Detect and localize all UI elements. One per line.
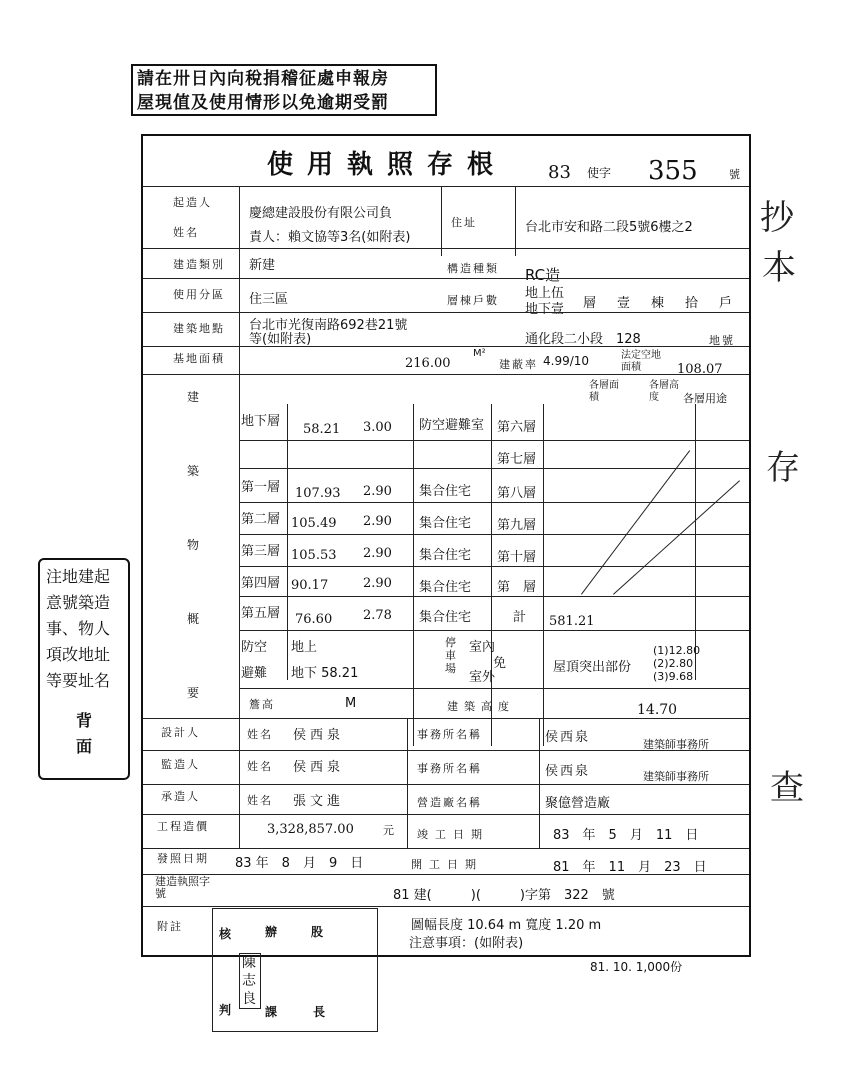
floor-area: 90.17 xyxy=(291,578,329,593)
permit-label: 建造執照字號 xyxy=(155,875,210,900)
floors-below: 地下壹 xyxy=(525,302,565,317)
floors-rest: 層 壹 棟 拾 戶 xyxy=(583,296,737,311)
designer-label: 設計人 xyxy=(161,726,200,739)
zone-value: 住三區 xyxy=(249,292,289,307)
designer-firm-label: 事務所名稱 xyxy=(417,728,482,741)
site-value-2: 等(如附表) xyxy=(249,332,312,347)
structure-value: RC造 xyxy=(525,266,561,284)
coverage-label: 建蔽率 xyxy=(499,358,538,371)
floors-above: 地上伍 xyxy=(525,286,565,301)
applicant-value: 慶總建設股份有限公司負 xyxy=(249,206,393,221)
permit-number: 355 xyxy=(648,156,698,186)
total-area: 581.21 xyxy=(549,614,595,629)
drawing-size: 圖幅長度 10.64 m 寬度 1.20 m xyxy=(411,918,602,933)
margin-mark: 抄 xyxy=(760,198,794,238)
floor-area: 105.53 xyxy=(291,548,337,563)
site-label: 建築地點 xyxy=(173,322,225,335)
permit-type: 使字 xyxy=(587,166,612,180)
floor-area: 105.49 xyxy=(291,516,337,531)
roof-value: (1)12.80 xyxy=(653,644,701,657)
floor-height: 2.90 xyxy=(363,484,392,499)
roof-value: (3)9.68 xyxy=(653,670,694,683)
print-footer: 81. 10. 1,000份 xyxy=(590,960,683,974)
upper-floor-name: 第九層 xyxy=(497,518,537,533)
side-note-line: 注地建起 xyxy=(46,567,111,586)
upper-floor-name: 第 層 xyxy=(497,580,537,595)
roof-value: (2)2.80 xyxy=(653,657,694,670)
stamp-handle: 辦 xyxy=(265,925,278,939)
permit-suffix: 號 xyxy=(729,168,740,181)
stamp-section: 股 xyxy=(311,925,324,939)
eaves-label: 簷高 xyxy=(249,698,275,711)
supervisor-name-label: 姓名 xyxy=(247,760,273,773)
address-label: 住址 xyxy=(451,216,477,229)
usage-permit-form xyxy=(141,134,751,957)
legal-open-label: 法定空地面積 xyxy=(621,350,661,373)
applicant-value-2: 責人：賴文協等3名(如附表) xyxy=(249,230,411,245)
stamp-division: 課 xyxy=(265,1005,278,1019)
floor-area: 58.21 xyxy=(303,422,341,437)
zone-label: 使用分區 xyxy=(173,288,225,301)
floor-height: 2.90 xyxy=(363,576,392,591)
floors-label: 層棟戶數 xyxy=(447,294,499,307)
floor-name: 第四層 xyxy=(241,576,281,591)
roof-values xyxy=(653,644,700,683)
form-title: 使用執照存根 xyxy=(267,150,508,180)
floor-use: 集合住宅 xyxy=(419,516,472,531)
floor-height: 2.90 xyxy=(363,514,392,529)
side-note-line: 項改地址 xyxy=(46,645,111,664)
floor-area: 107.93 xyxy=(295,486,341,501)
issue-date: 83 年 8 月 9 日 xyxy=(235,856,364,871)
site-value-1: 台北市光復南路692巷21號 xyxy=(249,318,408,333)
supervisor-firm-label: 事務所名稱 xyxy=(417,762,482,775)
upper-floor-name: 第十層 xyxy=(497,550,537,565)
vertical-label: 建 xyxy=(187,390,202,404)
eaves-unit: M xyxy=(345,696,357,711)
designer-firm: 侯西泉 xyxy=(545,730,591,745)
officer-seal: 陳志良 xyxy=(239,953,261,1009)
structure-label: 構造種類 xyxy=(447,262,499,275)
stamp-chief: 長 xyxy=(313,1005,326,1019)
floor-name: 地下層 xyxy=(241,414,281,429)
shelter-label: 防空 xyxy=(241,640,268,655)
coverage-value: 4.99/10 xyxy=(543,354,590,368)
roof-label: 屋頂突出部份 xyxy=(553,660,632,675)
start-label: 開工日期 xyxy=(411,858,483,871)
stamp-verify: 核 xyxy=(219,927,232,941)
margin-mark: 存 xyxy=(766,448,800,488)
supervisor-firm-suffix: 建築師事務所 xyxy=(643,770,709,783)
side-note-face: 面 xyxy=(75,737,92,756)
stamp-decide: 判 xyxy=(219,1003,232,1017)
designer-name: 侯西泉 xyxy=(293,728,345,743)
completion-label: 竣工日期 xyxy=(417,828,489,841)
upper-floor-name: 第六層 xyxy=(497,420,537,435)
build-type-label: 建造類別 xyxy=(173,258,225,271)
side-note-line: 意號築造 xyxy=(46,593,111,612)
vertical-label: 要 xyxy=(187,686,202,700)
floor-height: 2.78 xyxy=(363,608,392,623)
notice-line-2: 屋現值及使用情形以免逾期受罰 xyxy=(137,93,389,113)
remarks-label: 附註 xyxy=(157,920,183,933)
floor-use: 集合住宅 xyxy=(419,548,472,563)
contractor-firm: 聚億營造廠 xyxy=(545,796,611,811)
cost-unit: 元 xyxy=(383,824,394,837)
site-area-label: 基地面積 xyxy=(173,352,225,365)
parking-indoor: 室內 xyxy=(469,640,496,655)
contractor-name-label: 姓名 xyxy=(247,794,273,807)
upper-floor-name: 第八層 xyxy=(497,486,537,501)
vertical-label: 物 xyxy=(187,538,202,552)
start-date: 81 年 11 月 23 日 xyxy=(553,860,707,875)
permit-value: 81 建( )( )字第 322 號 xyxy=(393,888,615,903)
shelter-below: 地下 58.21 xyxy=(291,666,359,681)
shelter-label: 避難 xyxy=(241,666,268,681)
floor-area: 76.60 xyxy=(295,612,333,627)
parking-outdoor: 室外 xyxy=(469,670,496,685)
parking-exempt: 免 xyxy=(493,656,507,671)
supervisor-firm: 侯西泉 xyxy=(545,764,591,779)
supervisor-label: 監造人 xyxy=(161,758,200,771)
notice-line-1: 請在卅日內向稅捐稽征處申報房 xyxy=(137,69,389,89)
floor-height: 2.90 xyxy=(363,546,392,561)
margin-mark: 查 xyxy=(770,768,804,808)
site-area-value: 216.00 xyxy=(405,356,451,371)
building-height-value: 14.70 xyxy=(637,702,678,718)
address-value: 台北市安和路二段5號6樓之2 xyxy=(525,220,693,235)
floor-name: 第三層 xyxy=(241,544,281,559)
back-side-note xyxy=(38,558,130,780)
floor-name: 第二層 xyxy=(241,512,281,527)
designer-name-label: 姓名 xyxy=(247,728,273,741)
tax-notice-stamp xyxy=(131,64,437,116)
vertical-label: 概 xyxy=(187,612,202,626)
vertical-label: 築 xyxy=(187,464,202,478)
floor-name: 第五層 xyxy=(241,606,281,621)
lot-label: 地號 xyxy=(709,334,735,347)
contractor-name: 張文進 xyxy=(293,794,345,809)
shelter-above: 地上 xyxy=(291,640,318,655)
floor-use: 集合住宅 xyxy=(419,610,472,625)
issue-label: 發照日期 xyxy=(157,852,209,865)
approval-stamps xyxy=(212,908,378,1032)
legal-open-value: 108.07 xyxy=(677,362,723,377)
upper-floor-name: 第七層 xyxy=(497,452,537,467)
supervisor-name: 侯西泉 xyxy=(293,760,345,775)
floor-height: 3.00 xyxy=(363,420,392,435)
cost-value: 3,328,857.00 xyxy=(267,822,354,837)
side-note-line: 事、物人 xyxy=(46,619,111,638)
contractor-label: 承造人 xyxy=(161,790,200,803)
cost-label: 工程造價 xyxy=(157,820,209,833)
side-note-line: 等要址名 xyxy=(46,671,111,690)
contractor-firm-label: 營造廠名稱 xyxy=(417,796,482,809)
floor-height-label: 各層高度 xyxy=(649,380,679,403)
completion-date: 83 年 5 月 11 日 xyxy=(553,828,699,843)
lot-value: 通化段二小段 128 xyxy=(525,332,641,347)
side-note-back: 背 xyxy=(75,711,92,730)
floor-use-label: 各層用途 xyxy=(683,392,727,405)
floor-use: 集合住宅 xyxy=(419,484,472,499)
floor-name: 第一層 xyxy=(241,480,281,495)
parking-label: 停車場 xyxy=(445,636,456,675)
permit-year: 83 xyxy=(548,162,571,183)
applicant-label: 起造人 xyxy=(173,196,212,209)
designer-firm-suffix: 建築師事務所 xyxy=(643,738,709,751)
floor-use: 集合住宅 xyxy=(419,580,472,595)
unit-m2: M² xyxy=(473,348,486,359)
building-height-label: 建築高度 xyxy=(447,700,515,713)
margin-mark: 本 xyxy=(762,248,796,288)
build-type-value: 新建 xyxy=(249,258,276,273)
floor-area-label: 各層面積 xyxy=(589,380,619,403)
floor-use: 防空避難室 xyxy=(419,418,485,433)
total-label: 計 xyxy=(513,610,527,625)
remarks-note: 注意事項：(如附表) xyxy=(409,936,524,951)
name-label: 姓名 xyxy=(173,226,199,239)
